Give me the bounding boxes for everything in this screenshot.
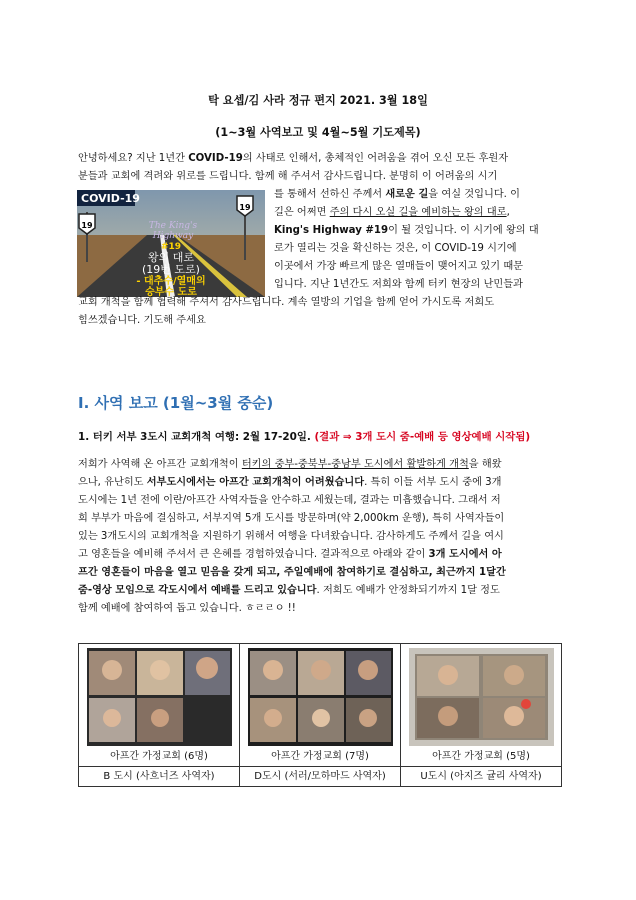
report-subheading: 1. 터키 서부 3도시 교회개척 여행: 2월 17-20일. (결과 ⇒ 3개 도시 줌-예배 등 영상예배 시작됨) <box>78 431 531 443</box>
photo-caption: 아프간 가정교회 (5명) <box>432 751 530 762</box>
covid-badge: COVID-19 <box>81 192 140 205</box>
svg-text:- 대추수/열매의: - 대추수/열매의 <box>136 276 206 287</box>
video-call-photo-3 <box>407 648 555 746</box>
city-label: U도시 (아지즈 귤리 사역자) <box>401 767 562 787</box>
svg-text:(19번 도로): (19번 도로) <box>142 263 200 276</box>
svg-text:The King's: The King's <box>148 221 198 231</box>
section-heading: I. 사역 보고 (1월~3월 중순) <box>78 394 274 412</box>
letter-title: 탁 요셉/김 사라 정규 편지 2021. 3월 18일 <box>208 94 428 107</box>
photo-caption: 아프간 가정교회 (7명) <box>271 751 369 762</box>
letter-subtitle: (1~3월 사역보고 및 4월~5월 기도제목) <box>215 126 421 139</box>
svg-text:#19: #19 <box>160 242 182 252</box>
svg-text:19: 19 <box>81 221 93 230</box>
city-label: B 도시 (사흐너즈 사역자) <box>79 767 240 787</box>
svg-text:왕의 대로: 왕의 대로 <box>147 251 195 264</box>
kings-highway-illustration <box>77 190 265 297</box>
video-call-photo-1 <box>85 648 233 746</box>
svg-text:Highway: Highway <box>152 231 194 241</box>
video-call-photo-2 <box>246 648 394 746</box>
intro-paragraph-right: 를 통해서 선하신 주께서 새로운 길을 여실 것입니다. 이 길은 어쩌면 주의 다시 오실 길을 예비하는 왕의 대로, King's Highway #19이 될 것입니다. 이 시기에 왕의 대 로가 열리는 것을 확신하는 것은, 이 COVID-19 시기에 이곳에서 가장 빠르게 많은 열매들이 맺어지고 있기 때문 입니다. 지난 1년간도 저희와 함께 터키 현장의 난민들과 <box>274 189 539 290</box>
svg-text:19: 19 <box>239 203 251 212</box>
svg-text:승부수 도로: 승부수 도로 <box>145 287 197 297</box>
kings-highway-image <box>77 190 265 297</box>
intro-paragraph-top: 안녕하세요? 지난 1년간 COVID-19의 사태로 인해서, 총체적인 어려움을 겪어 오신 모든 후원자 분들과 교회에 격려와 위로를 드립니다. 함께 해 주셔서 감사드립니다. 분명히 이 어려움의 시기 <box>78 153 509 182</box>
photo-cell <box>79 644 240 767</box>
photo-cell <box>401 644 562 767</box>
intro-paragraph-bottom: 교회 개척을 함께 협력해 주셔서 감사드립니다. 계속 열방의 기업을 함께 얻어 가시도록 저희도 힘쓰겠습니다. 기도해 주세요 <box>78 297 495 326</box>
city-label: D도시 (서러/모하마드 사역자) <box>240 767 401 787</box>
photo-table <box>78 643 562 787</box>
photo-cell <box>240 644 401 767</box>
photo-caption: 아프간 가정교회 (6명) <box>110 751 208 762</box>
report-paragraph: 저희가 사역해 온 아프간 교회개척이 터키의 중부-중북부-중남부 도시에서 활발하게 개척을 해왔 으나, 유난히도 서부도시에서는 아프간 교회개척이 어려웠습니다. 특히 이들 서부 도시 중에 3개 도시에는 1년 전에 이란/아프간 사역자들을 안수하고 세웠는데, 결과는 미흡했습니다. 그래서 저 희 부부가 마음에 결심하고, 서부지역 5개 도시를 방문하며(약 2,000km 운행), 특히 사역자들이 있는 3개도시의 교회개척을 지원하기 위해서 여행을 다녀왔습니다. 감사하게도 주께서 길을 여시 고 영혼들을 예비해 주셔서 큰 은혜를 경험하였습니다. 결과적으로 아래와 같이 3개 도시에서 아 프간 영혼들이 마음을 열고 믿음을 갖게 되고, 주일예배에 참여하기로 결심하고, 최근까지 1달간 줌-영상 모임으로 각도시에서 예배를 드리고 있습니다. 저희도 예배가 안정화되기까지 1달 정도 함께 예배에 참여하여 돕고 있습니다. ㅎㄹㄹㅇ !! <box>78 459 506 614</box>
